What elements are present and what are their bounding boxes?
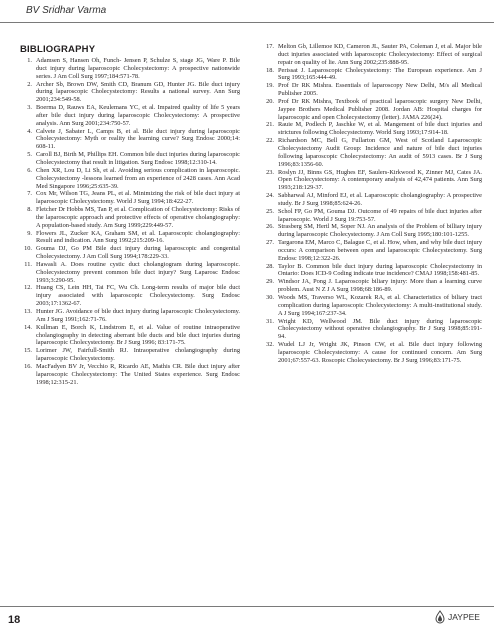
jaypee-logo-icon	[434, 610, 446, 624]
reference-item	[262, 208, 482, 224]
reference-text: Hunter JG. Avoidance of bile duct injury during laparoscopic Cholecystectomy. Am J Surg 1991;162:71-76.	[36, 308, 240, 323]
reference-item	[20, 308, 240, 324]
reference-number: 14.	[24, 323, 32, 331]
reference-item	[20, 284, 240, 308]
reference-item	[20, 128, 240, 152]
reference-text: Boerma D, Rauws EA, Keulemans YC, et al. Impaired quality of life 5 years after bile duct injury during laparoscopic Cholecystectomy: A prospective analysis. Ann Surg 2001;234:750-57.	[36, 104, 240, 127]
references-right-column	[262, 43, 482, 365]
reference-item	[262, 67, 482, 83]
reference-number: 9.	[27, 229, 32, 237]
reference-text: MacFadyen BV Jr, Vecchio R, Ricardo AE, Mathis CR. Bile duct injury after laparoscopic Cholecystectomy: The United States experience. Surg Endosc 1998;12:315-21.	[36, 362, 240, 386]
reference-text: Calvete J, Sabater L, Camps B, et al. Bile duct injury during laparoscopic Cholecystectomy: Myth or reality the learning curve? Surg Endosc 2000;14: 608-11.	[36, 127, 240, 151]
reference-text: Wudel LJ Jr, Wright JK, Pinson CW, et al. Bile duct injury following laparoscopic Cholecystectomy: A cause for continued concern. Am Surg 2001;67:557-63. Roscopic Cholecystectomy. Br J Surg 1996;83:171-75.	[278, 341, 482, 364]
reference-text: Schol FP, Go PM, Gouma DJ. Outcome of 49 repairs of bile duct injuries after laparoscopic. World J Surg 19:753-57.	[278, 207, 482, 223]
reference-text: Kullman E, Borch K, Lindstrom E, et al. Value of routine intraoperative cholangiography in detecting aberrant bile ducts and bile duct injuries during laparoscopic Cholecystectomy. Br J Surg 1996; 83:171-75.	[36, 323, 240, 347]
running-head: BV Sridhar Varma	[26, 5, 107, 16]
references-left-column	[20, 57, 240, 386]
reference-item	[20, 81, 240, 105]
header-rule	[0, 22, 494, 23]
footer-rule	[0, 606, 494, 607]
reference-text: Strasberg SM, Hertl M, Soper NJ. An analysis of the Problem of billiary injury during laparoscopic Cholecystectomy. J Am Coll Surg 1995;180:101-1255.	[278, 223, 482, 239]
reference-item	[20, 190, 240, 206]
reference-number: 7.	[27, 190, 32, 198]
reference-item	[20, 104, 240, 128]
reference-item	[262, 43, 482, 67]
reference-text: Taylor B. Common bile duct injury during laparoscopic Cholecystectomy in Ontario: Does ICD-9 Coding indicate true incidence? CMAJ 1998;158:481-85.	[278, 262, 482, 278]
reference-item	[262, 263, 482, 279]
reference-number: 5.	[27, 151, 32, 159]
reference-number: 32.	[266, 341, 274, 349]
bibliography-heading: BIBLIOGRAPHY	[20, 44, 96, 55]
reference-item	[262, 239, 482, 263]
reference-number: 25.	[266, 207, 274, 215]
reference-text: Flowers JL, Zucker KA, Graham SM, et al. Laparoscopic cholangiography: Result and indication. Ann Surg 1992;215:209-16.	[36, 229, 240, 245]
reference-text: Sabharwal AJ, Minford EJ, et al. Laparoscopic cholangiography: A prospective study. Br J Surg 1998;85:624-26.	[278, 192, 482, 207]
reference-text: Woods MS, Traverso WL, Kozarek RA, et al. Characteristics of biliary tract complication during laparoscopic Cholecystectomy: A multi-institutional study. A J Surg 1994;167:237-34.	[278, 294, 482, 317]
reference-text: Perissat J. Laparoscopic Cholecystectomy: The European experience. Am J Surg 1993;165:444-49.	[278, 66, 482, 82]
reference-number: 31.	[266, 317, 274, 325]
reference-text: Melton Gb, Lillemoe KD, Cameron JL, Sauter PA, Coleman J, et al. Major bile duct injuries associated with laparoscopic Cholecystectomy: Effect of surgical repair on quality of lie. Ann Surg 2002;235:888-95.	[278, 43, 482, 66]
reference-number: 15.	[24, 347, 32, 355]
reference-number: 12.	[24, 284, 32, 292]
reference-item	[262, 137, 482, 168]
reference-item	[262, 341, 482, 365]
page-number: 18	[8, 614, 21, 626]
reference-item	[262, 294, 482, 318]
reference-text: Caroll BJ, Birth M, Phillips EH. Common bile duct injuries during laparoscopic Cholecystectomy that result in litigation. Surg Endosc 1998;12:310-14.	[36, 151, 240, 166]
reference-number: 10.	[24, 245, 32, 253]
reference-text: Windsor JA, Pong J. Laparoscopic biliary injury: More than a learning curve problem. Aust N Z J A Surg 1998;68:186-89.	[278, 278, 482, 294]
reference-text: Gouma DJ, Go PM Bile duct injury during laparoscopic and congenital Cholecystectomy. J Am Coll Surg 1994;178:229-33.	[36, 245, 240, 261]
reference-item	[20, 245, 240, 261]
reference-number: 27.	[266, 239, 274, 247]
reference-item	[262, 192, 482, 208]
reference-item	[262, 121, 482, 137]
reference-number: 24.	[266, 192, 274, 200]
reference-text: Roslyn JJ, Binns GS, Hughes EF, Saulers-Kirkwood K, Zinner MJ, Cates JA. Open Cholecystectomy: A contemporary analysis of 42,474 patients. Ann Surg 1993;218:129-37.	[278, 168, 482, 192]
reference-number: 16.	[24, 362, 32, 370]
reference-text: Hawasli A. Does routine cystic duct cholangiogram during laparoscopic. Cholecystectomy prevent common bile duct injury? Surg Laparosc Endosc 1993;3:290-95.	[36, 260, 240, 284]
reference-number: 1.	[27, 57, 32, 64]
reference-item	[20, 57, 240, 81]
reference-item	[20, 151, 240, 167]
publisher-name: JAYPEE	[448, 612, 480, 622]
reference-text: Lorimer JW, Fairfull-Smith RJ. Intraoperative cholangiography during laparoscopic Cholecystectomy.	[36, 347, 240, 363]
reference-text: Archer Sb, Brown DW, Smith CD, Branum GD, Hunter JG. Bile duct injury during laparoscopic Cholecystectomy: Results a national survey. Ann Surg 2001;234:549-58.	[36, 80, 240, 104]
reference-number: 18.	[266, 66, 274, 74]
reference-item	[20, 206, 240, 230]
reference-text: Prof Dr RK Mishra. Essentials of laparoscopy New Delhi, M/s all Medical Publisher 2005.	[278, 82, 482, 98]
reference-number: 30.	[266, 294, 274, 301]
reference-item	[20, 261, 240, 285]
reference-number: 21.	[266, 121, 274, 129]
reference-number: 23.	[266, 168, 274, 176]
reference-number: 26.	[266, 223, 274, 231]
reference-number: 22.	[266, 137, 274, 145]
reference-item	[20, 324, 240, 348]
reference-item	[20, 230, 240, 246]
reference-item	[20, 363, 240, 387]
reference-item	[262, 278, 482, 294]
reference-number: 4.	[27, 127, 32, 135]
reference-number: 13.	[24, 308, 32, 315]
reference-number: 11.	[24, 260, 32, 268]
reference-number: 28.	[266, 262, 274, 270]
reference-text: Rauie M, Podlech P, Jaschke W, et al. Mangement of bile duct injuries and strictures following Cholecystectomy. World Surg 1993;17:914-18.	[278, 121, 482, 137]
reference-text: Fletcher Dr Hobbs MS, Tan P, et al. Complication of Cholecystectomy: Risks of the laparoscopic approach and protective effects of operative cholangiography: A population-based study. Am Surg 1999;229:449-57.	[36, 206, 240, 229]
reference-item	[262, 169, 482, 193]
publisher-logo	[434, 610, 480, 624]
reference-number: 6.	[27, 166, 32, 174]
reference-number: 3.	[27, 104, 32, 112]
reference-item	[20, 347, 240, 363]
reference-text: Adamsen S, Hansen Oh, Funch- Jensen P, Schulze S, stage JG, Ware P. Bile duct injury during laparoscopic Cholecystectomy: A prospective nationwide series. J Am Coll Surg 1997;184:571-78.	[36, 57, 240, 80]
reference-text: Richardson MC, Bell G, Fullarton GM, West of Scotland Laparoscopic Cholecystectomy Audit Group: Incidence and nature of bile duct injuries following laparoscopic Cholecystectomy: An audit of 5913 cases. Br J Surg 1996;83:1356-60.	[278, 137, 482, 168]
reference-item	[262, 98, 482, 122]
reference-text: Wright KD, Wellwood JM. Bile duct injury during laparoscopic Cholecystectomy without operative cholangiography. Br J Surg 1998;85:191-94.	[278, 317, 482, 341]
reference-text: Targarona EM, Marco C, Balague C, et al. How, when, and why bile duct injury occurs: A comparison between open and laparoscopic Cholecystectomy. Surg Endosc 1998;12:322-26.	[278, 239, 482, 262]
reference-number: 2.	[27, 80, 32, 88]
reference-number: 20.	[266, 97, 274, 105]
reference-item	[20, 167, 240, 191]
reference-text: Cox Mr, Wilson TG, Jeans PL, et al. Minimizing the risk of bile duct injury at laparoscopic Cholecystectomy. World J Surg 1994;18:422-27.	[36, 190, 240, 206]
reference-number: 19.	[266, 82, 274, 90]
reference-text: Chen XR, Lou D, Li Sh, et al. Avoiding serious complication in laparoscopic. Cholecystectomy -lessons learned from an experience of 2428 cases. Ann Acad Med Singapore 1996;25:635-39.	[36, 166, 240, 190]
reference-item	[262, 223, 482, 239]
reference-number: 8.	[27, 206, 32, 214]
reference-item	[262, 318, 482, 342]
reference-number: 29.	[266, 278, 274, 286]
reference-item	[262, 82, 482, 98]
reference-text: Huang CS, Lein HH, Tai FC, Wu Ch. Long-term results of major bile duct injury associated with laparoscopic Cholecystectomy. Surg Endosc 2003;17:1362-67.	[36, 284, 240, 308]
reference-number: 17.	[266, 43, 274, 50]
reference-text: Prof Dr RK Mishra, Textbook of practical laparoscopic surgery New Delhi, Jaypee Brothers Medical Publisher 2008. Jordan AB: Hospital charges for laparoscopic and open Cholecystectomy (letter). JAMA 226(24).	[278, 97, 482, 121]
